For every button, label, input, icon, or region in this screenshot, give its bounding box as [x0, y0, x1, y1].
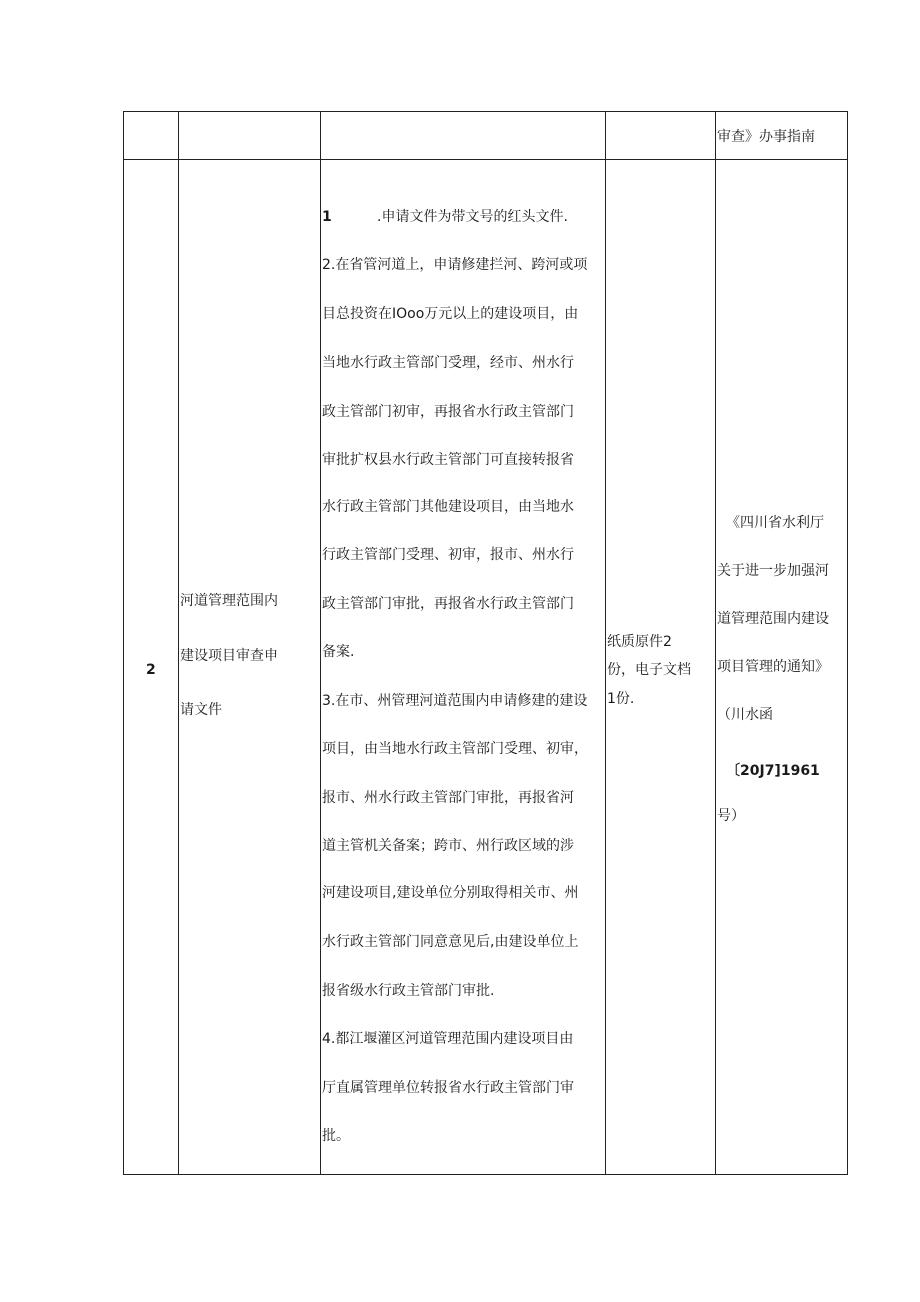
- requirement-line: 道主管机关备案；跨市、州行政区域的涉: [322, 838, 574, 854]
- material-name-line: 河道管理范围内: [180, 593, 278, 609]
- requirement-line: 行政主管部门受理、初审，报市、州水行: [322, 547, 574, 563]
- requirement-line: 政主管部门初审，再报省水行政主管部门: [322, 404, 574, 420]
- basis-line: 号）: [717, 808, 745, 824]
- basis-line: 《四川省水利厅: [726, 515, 824, 531]
- requirement-item1-text: .申请文件为带文号的红头文件.: [377, 209, 568, 225]
- requirement-line: 备案.: [322, 644, 355, 660]
- requirement-line: 批。: [322, 1128, 350, 1144]
- table-top-border: [123, 111, 848, 112]
- column-divider-2: [320, 111, 321, 1175]
- requirement-line: 报省级水行政主管部门审批.: [322, 983, 495, 999]
- material-name-line: 建设项目审查申: [180, 648, 278, 664]
- table-right-border: [847, 111, 848, 1175]
- basis-line: 项目管理的通知》: [717, 659, 829, 675]
- basis-line: 〔20J7]1961: [726, 763, 820, 779]
- requirement-line: 3.在市、州管理河道范围内申请修建的建设: [322, 693, 588, 709]
- requirement-line: 项目，由当地水行政主管部门受理、初审，: [322, 741, 588, 757]
- format-line: 1份.: [607, 691, 635, 707]
- basis-line: 关于进一步加强河: [717, 563, 829, 579]
- requirement-line: 2.在省管河道上，申请修建拦河、跨河或项: [322, 257, 588, 273]
- requirement-item1-number: 1: [322, 209, 332, 225]
- requirement-line: 水行政主管部门其他建设项目，由当地水: [322, 499, 574, 515]
- row-divider: [123, 159, 848, 160]
- requirement-line: 审批扩权县水行政主管部门可直接转报省: [322, 452, 574, 468]
- requirement-line: 当地水行政主管部门受理，经市、州水行: [322, 355, 574, 371]
- requirement-line: 河建设项目,建设单位分别取得相关市、州: [322, 885, 579, 901]
- column-divider-4: [715, 111, 716, 1175]
- requirement-line: 报市、州水行政主管部门审批，再报省河: [322, 790, 574, 806]
- row2-index: 2: [146, 662, 156, 678]
- format-line: 份，电子文档: [607, 662, 691, 678]
- column-divider-1: [178, 111, 179, 1175]
- table-left-border: [123, 111, 124, 1175]
- material-name-line: 请文件: [180, 702, 222, 718]
- requirement-line: 目总投资在IOoo万元以上的建设项目，由: [322, 306, 579, 322]
- column-divider-3: [605, 111, 606, 1175]
- table-bottom-border: [123, 1174, 848, 1175]
- requirement-line: 政主管部门审批，再报省水行政主管部门: [322, 596, 574, 612]
- basis-line: 道管理范围内建设: [717, 611, 829, 627]
- requirement-line: 4.都江堰灌区河道管理范围内建设项目由: [322, 1031, 574, 1047]
- format-line: 纸质原件2: [607, 634, 672, 650]
- row1-basis-text: 审查》办事指南: [717, 129, 815, 145]
- requirement-line: 水行政主管部门同意意见后,由建设单位上: [322, 934, 579, 950]
- basis-line: （川水函: [717, 707, 773, 723]
- requirement-line: 厅直属管理单位转报省水行政主管部门审: [322, 1080, 574, 1096]
